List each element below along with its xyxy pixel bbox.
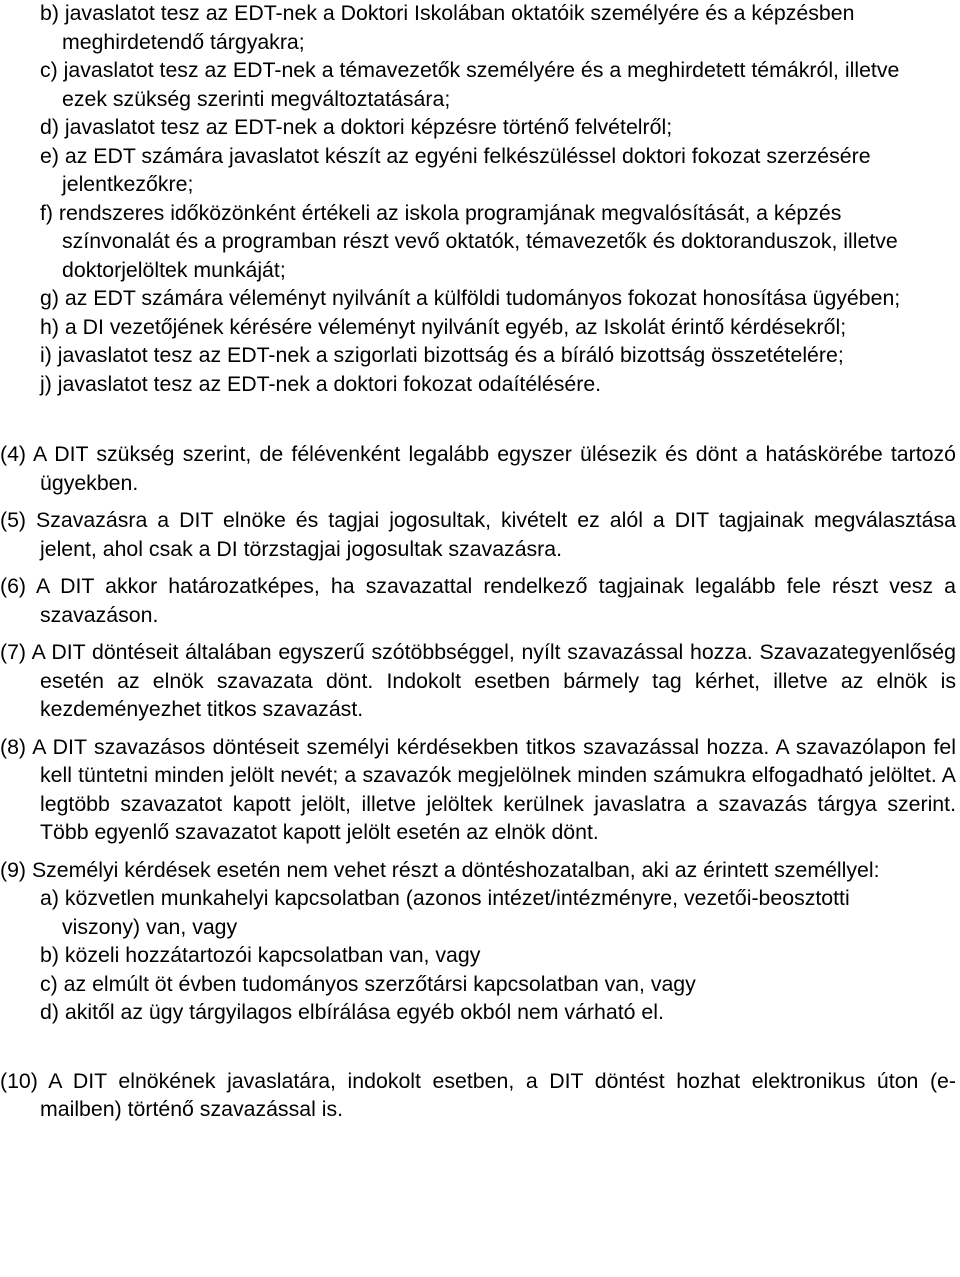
list-p9-item-d: d) akitől az ügy tárgyilagos elbírálása egyéb okból nem várható el. [40,1000,664,1024]
list-item-d: d) javaslatot tesz az EDT-nek a doktori képzésre történő felvételről; [40,115,673,139]
list-item-b: b) javaslatot tesz az EDT-nek a Doktori Iskolában oktatóik személyére és a képzésben meghirdetendő tárgyakra; [40,1,855,54]
list-p9-item-c: c) az elmúlt öt évben tudományos szerzőtársi kapcsolatban van, vagy [40,971,696,996]
spacer [0,724,960,733]
spacer [0,847,960,856]
paragraph-10: (10) A DIT elnökének javaslatára, indokolt esetben, a DIT döntést hozhat elektronikus úton (e-mailben) történő szavazással is. [0,1068,956,1121]
list-item-g: g) az EDT számára véleményt nyilvánít a külföldi tudományos fokozat honosítása ügyében; [40,286,901,310]
list-item-h: h) a DI vezetőjének kérésére véleményt nyilvánít egyéb, az Iskolát érintő kérdésekről; [40,314,847,339]
list-item-f: f) rendszeres időközönként értékeli az iskola programjának megvalósítását, a képzés színvonalát és a programban részt vevő oktatók, témavezetők és doktoranduszok, illetve doktorjelöltek munkáját; [40,200,898,282]
paragraph-5: (5) Szavazásra a DIT elnöke és tagjai jogosultak, kivételt ez alól a DIT tagjainak megválasztása jelent, ahol csak a DI törzstagjai jogosultak szavazásra. [0,508,956,561]
spacer [0,563,960,572]
paragraph-4: (4) A DIT szükség szerint, de félévenként legalább egyszer ülésezik és dönt a hatáskörébe tartozó ügyekben. [0,442,956,495]
list-item-e: e) az EDT számára javaslatot készít az egyéni felkészüléssel doktori fokozat szerzésére jelentkezőkre; [40,143,871,196]
list-p9-item-a: a) közvetlen munkahelyi kapcsolatban (azonos intézet/intézményre, vezetői-beosztotti viszony) van, vagy [40,886,850,939]
spacer [0,497,960,506]
list-item-j: j) javaslatot tesz az EDT-nek a doktori fokozat odaítélésére. [40,371,602,396]
paragraph-9: (9) Személyi kérdések esetén nem vehet részt a döntéshozatalban, aki az érintett személlyel: [0,857,880,882]
list-item-i: i) javaslatot tesz az EDT-nek a szigorlati bizottság és a bíráló bizottság összetételére; [40,343,844,367]
list-p9-item-b: b) közeli hozzátartozói kapcsolatban van, vagy [40,943,481,967]
spacer [0,1027,960,1067]
list-top [0,0,960,398]
paragraph-7: (7) A DIT döntéseit általában egyszerű szótöbbséggel, nyílt szavazással hozza. Szavazategyenlőség esetén az elnök szavazata dönt. Indokolt esetben bármely tag kérhet, illetve az elnök is kezdeményezhet titkos szavazást. [0,640,956,721]
paragraph-8: (8) A DIT szavazásos döntéseit személyi kérdésekben titkos szavazással hozza. A szavazólapon fel kell tüntetni minden jelölt nevét; a szavazók megjelölnek minden számukra elfogadható jelöltet. A legtöbb szavazatot kapott jelölt, illetve jelöltek kerülnek javaslatra a szavazás tárgya szerint. Több egyenlő szavazatot kapott jelölt esetén az elnök dönt. [0,734,956,844]
list-item-c: c) javaslatot tesz az EDT-nek a témavezetők személyére és a meghirdetett témákról, illetve ezek szükség szerinti megváltoztatására; [40,58,900,111]
spacer [0,398,960,440]
list-p9 [0,884,960,1027]
paragraph-6: (6) A DIT akkor határozatképes, ha szavazattal rendelkező tagjainak legalább fele részt vesz a szavazáson. [0,574,956,627]
spacer [0,629,960,638]
